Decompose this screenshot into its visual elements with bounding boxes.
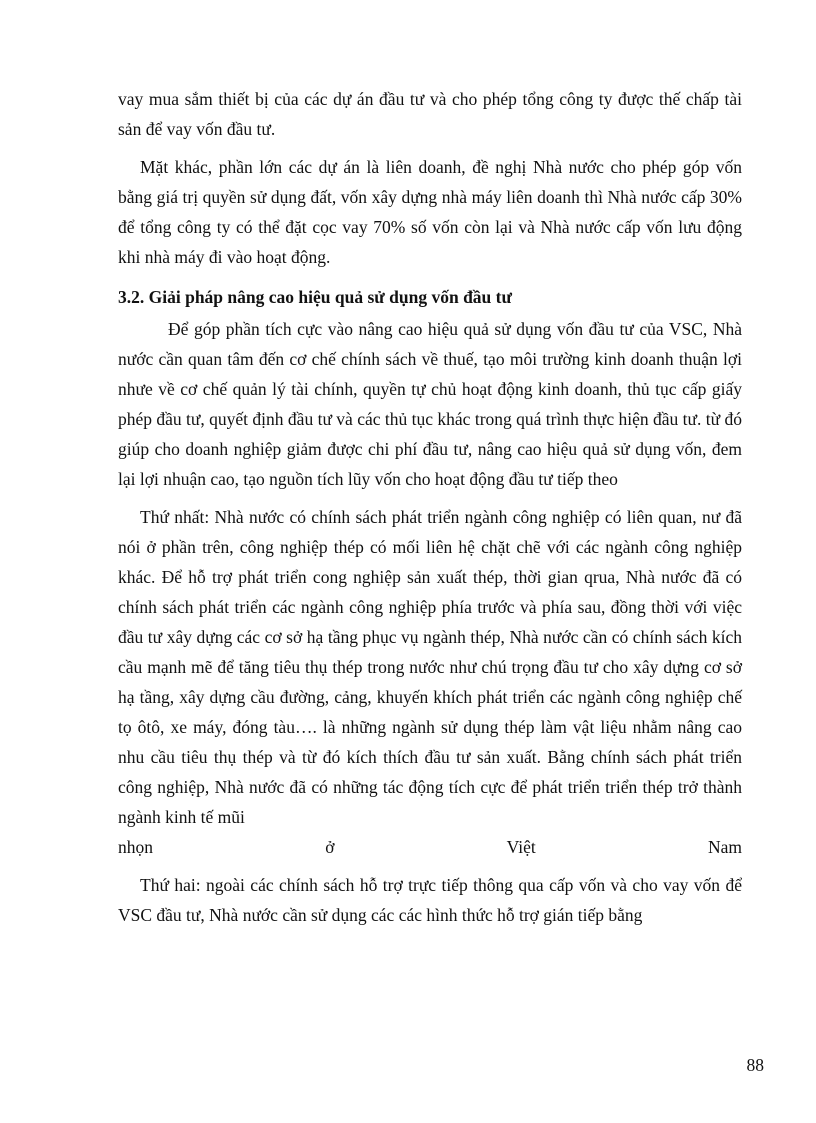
paragraph-efficiency: Để góp phần tích cực vào nâng cao hiệu quả sử dụng vốn đầu tư của VSC, Nhà nước cần quan tâm đến cơ chế chính sách về thuế, tạo môi trường kinh doanh thuận lợi nhưe về cơ chế quản lý tài chính, quyền tự chủ hoạt động kinh doanh, thủ tục cấp giấy phép đầu tư, quyết định đầu tư và các thủ tục khác trong quá trình thực hiện đầu tư. từ đó giúp cho doanh nghiệp giảm được chi phí đầu tư, nâng cao hiệu quả sử dụng vốn, đem lại lợi nhuận cao, tạo nguồn tích lũy vốn cho hoạt động đầu tư tiếp theo: [118, 319, 742, 489]
paragraph-joint-venture: Mặt khác, phần lớn các dự án là liên doanh, đề nghị Nhà nước cho phép góp vốn bằng giá trị quyền sử dụng đất, vốn xây dựng nhà máy liên doanh thì Nhà nước cấp 30% để tổng công ty có thể đặt cọc vay 70% số vốn còn lại và Nhà nước cấp vốn lưu động khi nhà máy đi vào hoạt động.: [118, 157, 742, 267]
last-line-word: Nam: [707, 837, 742, 857]
page-number: 88: [746, 1055, 764, 1075]
last-line-word: ở: [325, 837, 335, 857]
last-line-word: Việt: [506, 837, 536, 857]
paragraph-first-policy-last-line: [118, 832, 742, 862]
paragraph-loan-collateral: vay mua sắm thiết bị của các dự án đầu tư và cho phép tổng công ty được thế chấp tài sản để vay vốn đầu tư.: [118, 89, 742, 139]
paragraph-first-policy: Thứ nhất: Nhà nước có chính sách phát triển ngành công nghiệp có liên quan, nư đã nói ở phần trên, công nghiệp thép có mối liên hệ chặt chẽ với các ngành công nghiệp khác. Để hỗ trợ phát triển cong nghiệp sản xuất thép, thời gian qrua, Nhà nước đã có chính sách phát triển các ngành công nghiệp phía trước và phía sau, đồng thời với việc đầu tư xây dựng các cơ sở hạ tầng phục vụ ngành thép, Nhà nước cần có chính sách kích cầu mạnh mẽ để tăng tiêu thụ thép trong nước như chú trọng đầu tư cho xây dựng cơ sở hạ tầng, xây dựng cầu đường, cảng, khuyến khích phát triển các ngành công nghiệp chế tọ ôtô, xe máy, đóng tàu…. là những ngành sử dụng thép làm vật liệu nhằm nâng cao nhu cầu tiêu thụ thép và từ đó kích thích đầu tư sản xuất. Bằng chính sách phát triển công nghiệp, Nhà nước đã có những tác động tích cực để phát triển triển thép trở thành ngành kinh tế mũi: [118, 507, 742, 827]
section-heading: 3.2. Giải pháp nâng cao hiệu quả sử dụng vốn đầu tư: [118, 287, 512, 307]
last-line-word: nhọn: [118, 837, 153, 857]
page-body: [118, 84, 742, 930]
paragraph-second-policy: Thứ hai: ngoài các chính sách hỗ trợ trực tiếp thông qua cấp vốn và cho vay vốn để VSC đầu tư, Nhà nước cần sử dụng các các hình thức hỗ trợ gián tiếp bằng: [118, 875, 742, 925]
